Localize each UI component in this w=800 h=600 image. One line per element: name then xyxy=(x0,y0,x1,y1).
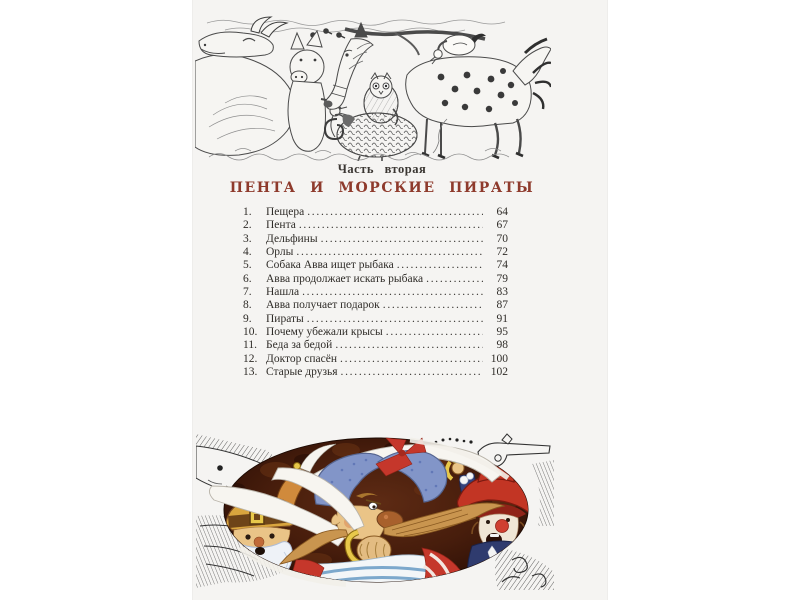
toc-entry-title: Пента xyxy=(266,219,296,232)
toc-entry-page: 95 xyxy=(496,326,508,339)
toc-entry-page: 72 xyxy=(496,246,508,259)
page xyxy=(193,0,607,600)
toc-dot-leader xyxy=(321,233,483,246)
toc-row xyxy=(243,273,508,286)
buckshot-dots xyxy=(445,439,488,446)
toc-entry-page: 91 xyxy=(496,312,508,325)
toc-row xyxy=(243,233,508,246)
toc-entry-number: 6. xyxy=(243,272,252,285)
toc-entry-number: 7. xyxy=(243,286,252,299)
toc-entry-title: Доктор спасён xyxy=(266,352,338,365)
toc-row xyxy=(243,246,508,259)
toc-entry-number: 8. xyxy=(243,299,252,312)
toc-entry-page: 100 xyxy=(490,352,508,365)
toc-entry-title: Авва продолжает искать рыбака xyxy=(266,272,424,285)
toc-dot-leader xyxy=(296,246,483,259)
toc-row xyxy=(243,219,508,232)
toc-dot-leader xyxy=(307,206,483,219)
toc-dot-leader xyxy=(341,366,483,379)
toc-row xyxy=(243,259,508,272)
toc-entry-page: 87 xyxy=(496,299,508,312)
toc-row xyxy=(243,206,508,219)
toc-row xyxy=(243,286,508,299)
toc-dot-leader xyxy=(335,339,483,352)
cow-figure xyxy=(195,17,295,155)
toc-entry-page: 67 xyxy=(496,219,508,232)
toc-entry-title: Дельфины xyxy=(266,232,318,245)
toc-entry-title: Собака Авва ищет рыбака xyxy=(266,259,394,272)
toc-entry-number: 2. xyxy=(243,219,252,232)
toc-entry-title: Авва получает подарок xyxy=(266,299,380,312)
toc-dot-leader xyxy=(302,286,483,299)
top-illustration-farm-animals xyxy=(195,15,551,161)
toc-dot-leader xyxy=(383,299,483,312)
toc-entry-title: Почему убежали крысы xyxy=(266,326,383,339)
toc-dot-leader xyxy=(340,353,483,366)
toc-entry-number: 1. xyxy=(243,206,252,218)
toc-row xyxy=(243,313,508,326)
toc-entry-page: 83 xyxy=(496,286,508,299)
toc-entry-number: 9. xyxy=(243,312,252,325)
toc-entry-title: Пираты xyxy=(266,312,304,325)
toc-entry-page: 102 xyxy=(490,366,508,379)
toc-entry-page: 98 xyxy=(496,339,508,352)
toc-row xyxy=(243,353,508,366)
toc-entry-number: 3. xyxy=(243,232,252,245)
toc-entry-number: 13. xyxy=(243,366,258,379)
toc-dot-leader xyxy=(397,259,483,272)
swirl-engraving xyxy=(495,548,554,590)
toc-entry-page: 74 xyxy=(496,259,508,272)
toc-entry-page: 64 xyxy=(496,206,508,218)
toc-row xyxy=(243,339,508,352)
horse-tail xyxy=(533,63,551,109)
section-title: ПЕНТА И МОРСКИЕ ПИРАТЫ xyxy=(229,180,535,196)
toc-row xyxy=(243,366,508,379)
toc-dot-leader xyxy=(299,219,483,232)
toc-dot-leader xyxy=(307,313,483,326)
toc-entry-title: Нашла xyxy=(266,286,300,299)
toc-row xyxy=(243,326,508,339)
toc-entry-number: 5. xyxy=(243,259,252,272)
toc-row xyxy=(243,299,508,312)
toc-entry-title: Пещера xyxy=(266,206,305,218)
toc-entry-number: 10. xyxy=(243,326,258,339)
toc-entry-title: Орлы xyxy=(266,246,294,259)
toc-entry-page: 70 xyxy=(496,232,508,245)
dappled-horse-figure xyxy=(406,39,551,158)
toc-entry-number: 11. xyxy=(243,339,257,352)
toc-dot-leader xyxy=(426,273,483,286)
toc-dot-leader xyxy=(386,326,483,339)
bottom-illustration-pirates xyxy=(196,430,556,590)
toc-entry-title: Беда за бедой xyxy=(266,339,333,352)
toc-entry-number: 12. xyxy=(243,352,258,365)
toc-entry-title: Старые друзья xyxy=(266,366,338,379)
toc-entry-page: 79 xyxy=(496,272,508,285)
toc-entry-number: 4. xyxy=(243,246,252,259)
part-heading: Часть вторая xyxy=(337,162,427,176)
table-of-contents xyxy=(243,206,508,379)
